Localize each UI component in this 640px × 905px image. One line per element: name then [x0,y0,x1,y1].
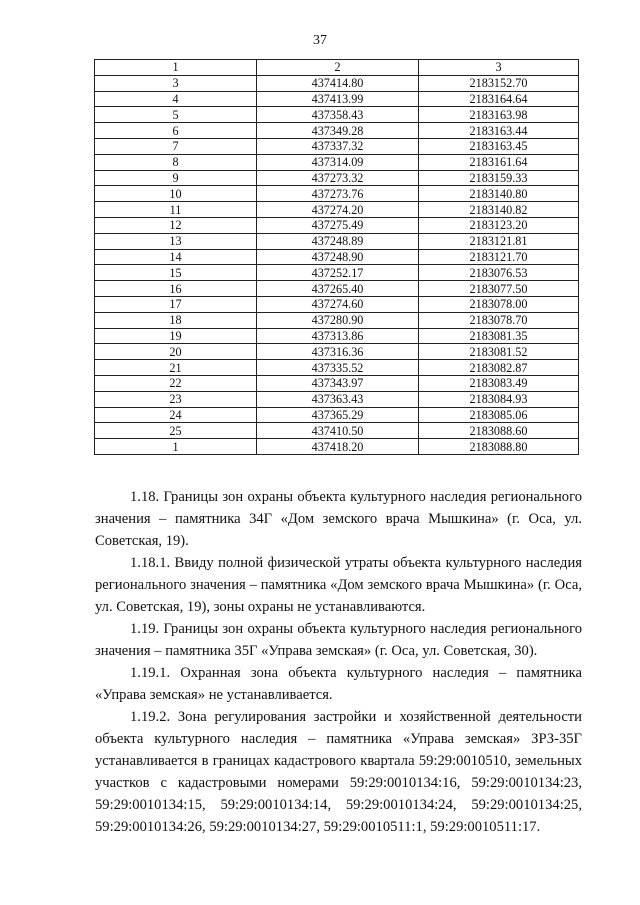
paragraph-text: 1.18. Границы зон охраны объекта культурного наследия регионального значения – памятника 34Г «Дом земского врача Мышкина» (г. Оса, ул. Советская, 19). [95,489,582,549]
table-cell: 2183140.82 [419,202,579,218]
table-cell: 2183152.70 [419,75,579,91]
table-cell: 2183163.44 [419,123,579,139]
table-cell: 437349.28 [257,123,419,139]
table-cell: 2183081.35 [419,328,579,344]
table-cell: 15 [95,265,257,281]
table-row [95,296,579,312]
table-cell: 20 [95,344,257,360]
table-cell: 437273.76 [257,186,419,202]
table-cell: 2183121.81 [419,233,579,249]
table-cell: 437316.36 [257,344,419,360]
table-cell: 2183078.70 [419,312,579,328]
table-cell: 5 [95,107,257,123]
table-cell: 8 [95,154,257,170]
table-cell: 1 [95,439,257,455]
table-cell: 2183161.64 [419,154,579,170]
paragraph-text: 1.18.1. Ввиду полной физической утраты объекта культурного наследия регионального значения – памятника «Дом земского врача Мышкина» (г. Оса, ул. Советская, 19), зоны охраны не устанавливаются. [95,555,582,615]
table-cell: 2183081.52 [419,344,579,360]
table-row [95,75,579,91]
table-cell: 2183123.20 [419,217,579,233]
table-cell: 2183163.45 [419,138,579,154]
table-cell: 437365.29 [257,407,419,423]
table-row [95,154,579,170]
table-cell: 17 [95,296,257,312]
table-cell: 437248.90 [257,249,419,265]
table-cell: 22 [95,375,257,391]
table-row [95,138,579,154]
table-cell: 21 [95,360,257,376]
table-row [95,233,579,249]
table-cell: 14 [95,249,257,265]
table-row [95,423,579,439]
table-cell: 437418.20 [257,439,419,455]
table-cell: 437273.32 [257,170,419,186]
table-cell: 437414.80 [257,75,419,91]
table-row [95,91,579,107]
table-row [95,265,579,281]
table-cell: 437358.43 [257,107,419,123]
table-cell: 437413.99 [257,91,419,107]
table-cell: 2183084.93 [419,391,579,407]
table-cell: 437410.50 [257,423,419,439]
table-cell: 437248.89 [257,233,419,249]
table-cell: 2183088.60 [419,423,579,439]
table-cell: 437274.20 [257,202,419,218]
table-row [95,407,579,423]
table-cell: 23 [95,391,257,407]
table-cell: 12 [95,217,257,233]
table-cell: 3 [95,75,257,91]
table-cell: 2183121.70 [419,249,579,265]
table-cell: 2183076.53 [419,265,579,281]
table-row [95,375,579,391]
paragraph-text: 1.19. Границы зон охраны объекта культурного наследия регионального значения – памятника 35Г «Управа земская» (г. Оса, ул. Советская, 30). [95,621,582,659]
table-cell: 19 [95,328,257,344]
table-cell: 437363.43 [257,391,419,407]
table-row [95,107,579,123]
table-cell: 2183163.98 [419,107,579,123]
table-row [95,281,579,297]
table-row [95,170,579,186]
table-cell: 11 [95,202,257,218]
table-row [95,123,579,139]
table-cell: 2183078.00 [419,296,579,312]
table-cell: 18 [95,312,257,328]
table-row [95,249,579,265]
body-text [95,486,582,838]
table-cell: 437280.90 [257,312,419,328]
table-cell: 2183077.50 [419,281,579,297]
table-cell: 2183164.64 [419,91,579,107]
table-row [95,344,579,360]
table-row [95,217,579,233]
table-cell: 6 [95,123,257,139]
table-cell: 7 [95,138,257,154]
table-cell: 437265.40 [257,281,419,297]
paragraph-1-18-1 [95,552,582,618]
page-number: 37 [313,33,327,48]
table-cell: 437314.09 [257,154,419,170]
table-row [95,328,579,344]
table-cell: 2183140.80 [419,186,579,202]
table-cell: 437337.32 [257,138,419,154]
table-cell: 2183082.87 [419,360,579,376]
table-cell: 4 [95,91,257,107]
paragraph-1-19-2 [95,706,582,838]
table-cell: 2183085.06 [419,407,579,423]
table-cell: 437335.52 [257,360,419,376]
table-cell: 10 [95,186,257,202]
table-cell: 24 [95,407,257,423]
table-cell: 437343.97 [257,375,419,391]
table-header-row [95,60,579,76]
paragraph-text: 1.19.1. Охранная зона объекта культурного наследия – памятника «Управа земская» не устанавливается. [95,665,582,703]
table-cell: 437275.49 [257,217,419,233]
table-row [95,312,579,328]
table-cell: 16 [95,281,257,297]
paragraph-text: 1.19.2. Зона регулирования застройки и хозяйственной деятельности объекта культурного наследия – памятника «Управа земская» ЗРЗ-35Г устанавливается в границах кадастрового квартала 59:29:0010510, земельных участков с кадастровыми номерами 59:29:0010134:16, 59:29:0010134:23, 59:29:0010134:15, 59:29:0010134:14, 59:29:0010134:24, 59:29:0010134:25, 59:29:0010134:26, 59:29:0010134:27, 59:29:0010511:1, 59:29:0010511:17. [95,709,582,835]
header-cell: 3 [419,60,579,76]
table-cell: 2183159.33 [419,170,579,186]
header-cell: 2 [257,60,419,76]
table-cell: 2183083.49 [419,375,579,391]
paragraph-1-18 [95,486,582,552]
table-cell: 25 [95,423,257,439]
table-cell: 437274.60 [257,296,419,312]
paragraph-1-19-1 [95,662,582,706]
table-row [95,439,579,455]
table-cell: 9 [95,170,257,186]
table-row [95,360,579,376]
table-cell: 437313.86 [257,328,419,344]
table-cell: 13 [95,233,257,249]
table-row [95,186,579,202]
table-row [95,202,579,218]
paragraph-1-19 [95,618,582,662]
table-cell: 2183088.80 [419,439,579,455]
table-cell: 437252.17 [257,265,419,281]
table-row [95,391,579,407]
coordinates-table [94,59,579,455]
header-cell: 1 [95,60,257,76]
